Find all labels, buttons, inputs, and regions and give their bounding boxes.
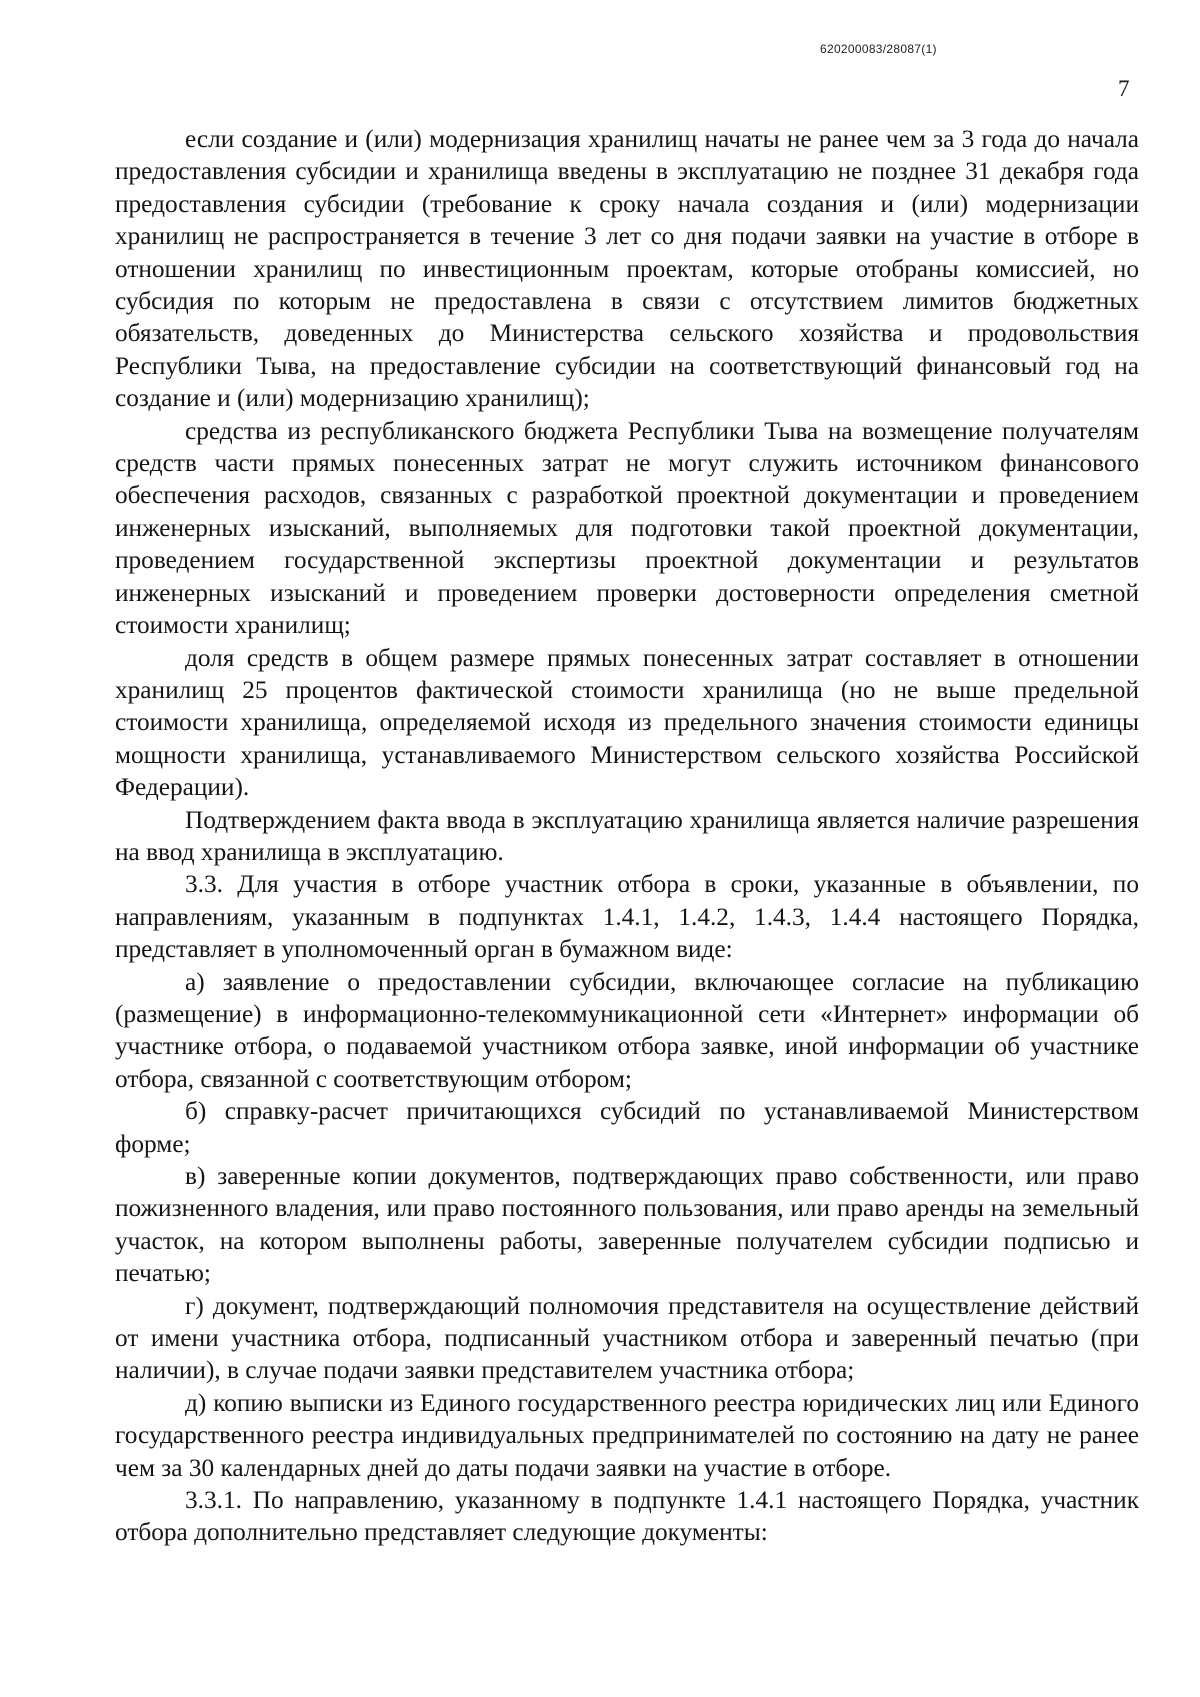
paragraph-storage-creation-condition: если создание и (или) модернизация хранилищ начаты не ранее чем за 3 года до начала предоставления субсидии и хранилища введены в эксплуатацию не позднее 31 декабря года предоставления субсидии (требование к сроку начала создания и (или) модернизации хранилищ не распространяется в течение 3 лет со дня подачи заявки на участие в отборе в отношении хранилищ по инвестиционным проектам, которые отобраны комиссией, но субсидия по которым не предоставлена в связи с отсутствием лимитов бюджетных обязательств, доведенных до Министерства сельского хозяйства и продовольствия Республики Тыва, на предоставление субсидии на соответствующий финансовый год на создание и (или) модернизацию хранилищ); (115, 125, 1139, 413)
paragraph-section-3-3-1: 3.3.1. По направлению, указанному в подпункте 1.4.1 настоящего Порядка, участник отбора дополнительно представляет следующие документы: (115, 1486, 1139, 1547)
paragraph-item-b: б) справку-расчет причитающихся субсидий по устанавливаемой Министерством форме; (115, 1097, 1139, 1158)
paragraph-budget-funds-restriction: средства из республиканского бюджета Республики Тыва на возмещение получателям средств части прямых понесенных затрат не могут служить источником финансового обеспечения расходов, связанных с разработкой проектной документации и проведением инженерных изысканий, выполняемых для подготовки такой проектной документации, проведением государственной экспертизы проектной документации и результатов инженерных изысканий и проведением проверки достоверности определения сметной стоимости хранилищ; (115, 416, 1139, 640)
paragraph-item-a: а) заявление о предоставлении субсидии, включающее согласие на публикацию (размещение) в информационно-телекоммуникационной сети «Интернет» информации об участнике отбора, о подаваемой участником отбора заявке, иной информации об участнике отбора, связанной с соответствующим отбором; (115, 967, 1139, 1093)
paragraph-section-3-3: 3.3. Для участия в отборе участник отбора в сроки, указанные в объявлении, по направлениям, указанным в подпунктах 1.4.1, 1.4.2, 1.4.3, 1.4.4 настоящего Порядка, представляет в уполномоченный орган в бумажном виде: (115, 870, 1139, 964)
document-id: 620200083/28087(1) (820, 42, 937, 56)
paragraph-item-v: в) заверенные копии документов, подтверждающих право собственности, или право пожизненного владения, или право постоянного пользования, или право аренды на земельный участок, на котором выполнены работы, заверенные получателем субсидии подписью и печатью; (115, 1162, 1139, 1288)
document-body (115, 123, 1139, 1549)
paragraph-cost-share: доля средств в общем размере прямых понесенных затрат составляет в отношении хранилищ 25 процентов фактической стоимости хранилища (но не выше предельной стоимости хранилища, определяемой исходя из предельного значения стоимости единицы мощности хранилища, устанавливаемого Министерством сельского хозяйства Российской Федерации). (115, 643, 1139, 802)
paragraph-item-g: г) документ, подтверждающий полномочия представителя на осуществление действий от имени участника отбора, подписанный участником отбора и заверенный печатью (при наличии), в случае подачи заявки представителем участника отбора; (115, 1291, 1139, 1385)
paragraph-item-d: д) копию выписки из Единого государственного реестра юридических лиц или Единого государственного реестра индивидуальных предпринимателей по состоянию на дату не ранее чем за 30 календарных дней до даты подачи заявки на участие в отборе. (115, 1388, 1139, 1482)
paragraph-commissioning-confirmation: Подтверждением факта ввода в эксплуатацию хранилища является наличие разрешения на ввод хранилища в эксплуатацию. (115, 805, 1139, 866)
page-number: 7 (1118, 76, 1130, 101)
